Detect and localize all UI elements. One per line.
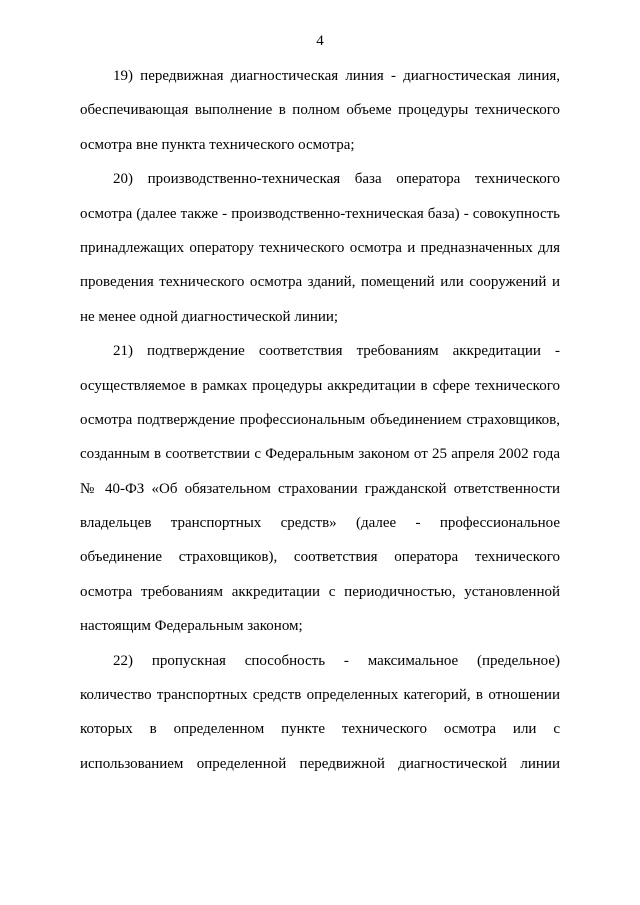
text-line: которых в определенном пункте технического осмотра или с [80, 721, 560, 738]
text-line: не менее одной диагностической линии; [80, 308, 339, 325]
text-line: 19) передвижная диагностическая линия - диагностическая линия, [113, 68, 560, 84]
text-line: созданным в соответствии с Федеральным законом от 25 апреля 2002 года [80, 446, 560, 463]
page-number: 4 [316, 33, 324, 49]
text-line: количество транспортных средств определенных категорий, в отношении [80, 687, 560, 704]
text-line: 21) подтверждение соответствия требованиям аккредитации - [113, 343, 560, 360]
text-line: использованием определенной передвижной диагностической линии [80, 755, 560, 772]
text-line: осмотра вне пункта технического осмотра; [80, 136, 355, 153]
text-line: 22) пропускная способность - максимальное (предельное) [113, 652, 560, 669]
text-line: объединение страховщиков), соответствия оператора технического [80, 549, 560, 566]
text-line: осмотра требованиям аккредитации с периодичностью, установленной [80, 583, 560, 600]
body-text [80, 59, 560, 781]
text-line: настоящим Федеральным законом; [80, 618, 303, 635]
text-line: владельцев транспортных средств» (далее - профессиональное [80, 515, 560, 532]
text-line: принадлежащих оператору технического осмотра и предназначенных для [80, 239, 560, 256]
text-line: № 40-ФЗ «Об обязательном страховании гражданской ответственности [80, 480, 560, 497]
text-line: осмотра (далее также - производственно-техническая база) - совокупность [80, 205, 560, 222]
text-line: 20) производственно-техническая база оператора технического [113, 171, 560, 188]
text-line: обеспечивающая выполнение в полном объеме процедуры технического [80, 102, 560, 119]
text-line: осуществляемое в рамках процедуры аккредитации в сфере технического [80, 377, 560, 394]
text-line: осмотра подтверждение профессиональным объединением страховщиков, [80, 411, 560, 428]
text-line: проведения технического осмотра зданий, помещений или сооружений и [80, 274, 560, 291]
